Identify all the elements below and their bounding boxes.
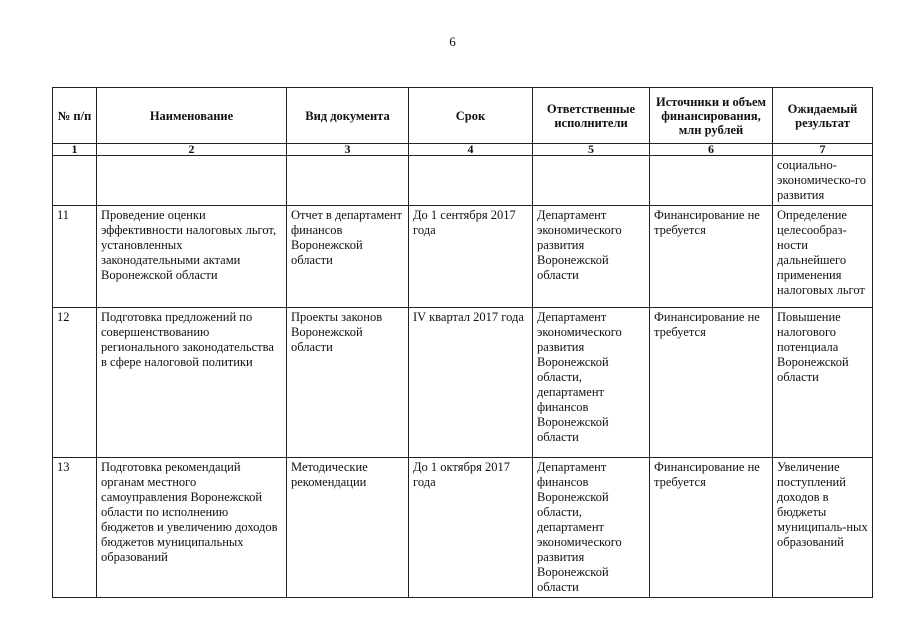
cell-result: социально-экономическо-го развития (773, 156, 873, 206)
cell-num (53, 156, 97, 206)
cell-deadline: IV квартал 2017 года (409, 308, 533, 458)
header-funding: Источники и объем финансирования, млн рублей (650, 88, 773, 144)
header-deadline: Срок (409, 88, 533, 144)
cell-funding: Финансирование не требуется (650, 458, 773, 598)
cell-name: Проведение оценки эффективности налоговых льгот, установленных законодательными актами Воронежской области (97, 206, 287, 308)
column-number: 6 (650, 144, 773, 156)
cell-num: 11 (53, 206, 97, 308)
cell-name: Подготовка рекомендаций органам местного самоуправления Воронежской области по исполнению бюджетов и увеличению доходов бюджетов муниципальных образований (97, 458, 287, 598)
header-num: № п/п (53, 88, 97, 144)
cell-deadline: До 1 сентября 2017 года (409, 206, 533, 308)
cell-result: Повышение налогового потенциала Воронежской области (773, 308, 873, 458)
column-number: 4 (409, 144, 533, 156)
continuation-row (53, 156, 873, 206)
column-number-row (53, 144, 873, 156)
column-number: 1 (53, 144, 97, 156)
table-row (53, 458, 873, 598)
header-executors: Ответственные исполнители (533, 88, 650, 144)
table-header-row (53, 88, 873, 144)
page-number: 6 (449, 34, 456, 49)
cell-deadline (409, 156, 533, 206)
cell-funding (650, 156, 773, 206)
column-number: 7 (773, 144, 873, 156)
cell-deadline: До 1 октября 2017 года (409, 458, 533, 598)
cell-result: Определение целесообраз-ности дальнейшего применения налоговых льгот (773, 206, 873, 308)
table-row (53, 308, 873, 458)
column-number: 3 (287, 144, 409, 156)
cell-executors: Департамент экономического развития Воронежской области, департамент финансов Воронежской области (533, 308, 650, 458)
cell-name: Подготовка предложений по совершенствованию регионального законодательства в сфере налоговой политики (97, 308, 287, 458)
header-name: Наименование (97, 88, 287, 144)
action-plan-table (52, 87, 873, 598)
cell-funding: Финансирование не требуется (650, 206, 773, 308)
column-number: 5 (533, 144, 650, 156)
cell-doc-type (287, 156, 409, 206)
cell-result: Увеличение поступлений доходов в бюджеты муниципаль-ных образований (773, 458, 873, 598)
table-row (53, 206, 873, 308)
header-result: Ожидаемый результат (773, 88, 873, 144)
cell-doc-type: Методические рекомендации (287, 458, 409, 598)
column-number: 2 (97, 144, 287, 156)
header-doc-type: Вид документа (287, 88, 409, 144)
cell-executors: Департамент финансов Воронежской области, департамент экономического развития Воронежской области (533, 458, 650, 598)
cell-num: 12 (53, 308, 97, 458)
cell-doc-type: Проекты законов Воронежской области (287, 308, 409, 458)
cell-funding: Финансирование не требуется (650, 308, 773, 458)
cell-doc-type: Отчет в департамент финансов Воронежской области (287, 206, 409, 308)
cell-name (97, 156, 287, 206)
cell-executors (533, 156, 650, 206)
cell-num: 13 (53, 458, 97, 598)
cell-executors: Департамент экономического развития Воронежской области (533, 206, 650, 308)
